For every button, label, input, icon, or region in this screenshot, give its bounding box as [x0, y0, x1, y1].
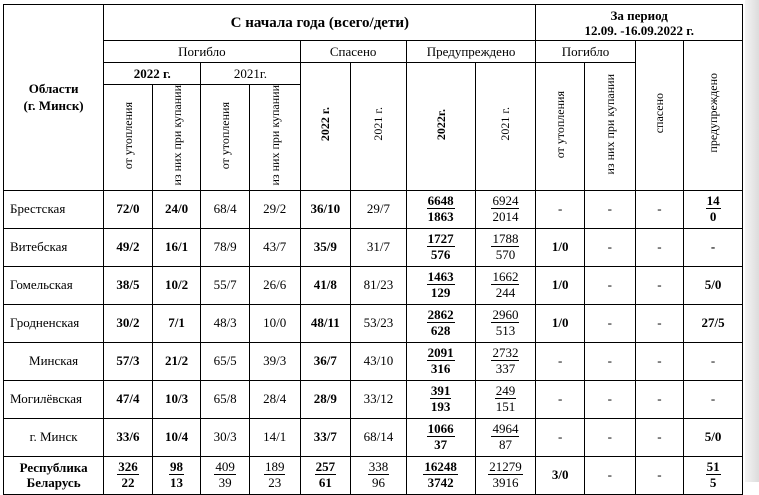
total-swim-2021-cell: [249, 456, 300, 494]
fraction-top: 2091: [427, 345, 454, 361]
total-prevented-2022-cell: [406, 456, 475, 494]
prevented-2022-cell: [406, 228, 475, 266]
fraction-bottom: 39: [218, 475, 232, 491]
fraction-top: 249: [495, 383, 516, 399]
rescued-2022-cell: 33/7: [300, 418, 351, 456]
fraction-top: 1662: [492, 269, 519, 285]
fraction-top: 14: [706, 193, 720, 209]
period-rescued-cell: -: [635, 266, 684, 304]
swim-2022-cell: 10/3: [152, 380, 201, 418]
region-name: Витебская: [4, 228, 104, 266]
table-row: [4, 342, 743, 380]
prevented-2021-label: 2021 г.: [498, 107, 513, 142]
fraction-top: 6648: [427, 193, 454, 209]
table-row: [4, 418, 743, 456]
period-rescued-cell: -: [635, 190, 684, 228]
fraction-bottom: 0: [709, 209, 717, 225]
prevented-2021-header: [475, 63, 536, 191]
died-2022-swim-label: из них при купании: [169, 85, 184, 186]
period-rescued-cell: -: [635, 380, 684, 418]
died-2021-cell: 65/8: [201, 380, 250, 418]
fraction-bottom: 3916: [492, 475, 519, 491]
fraction-bottom: 3742: [427, 475, 454, 491]
period-swim-cell: -: [584, 418, 635, 456]
rescued-2022-cell: 28/9: [300, 380, 351, 418]
rescued-2021-label: 2021 г.: [371, 107, 386, 142]
rescued-2021-cell: 29/7: [351, 190, 407, 228]
rescued-2021-cell: 81/23: [351, 266, 407, 304]
period-prevented-cell: -: [684, 342, 743, 380]
died-2021-header: 2021г.: [201, 63, 300, 85]
swim-2021-cell: 14/1: [249, 418, 300, 456]
prevented-2022-cell: [406, 190, 475, 228]
period-drown-label: от утопления: [553, 90, 568, 158]
total-rescued-2021-cell: [351, 456, 407, 494]
rescued-2022-cell: 48/11: [300, 304, 351, 342]
fraction-bottom: 87: [498, 437, 512, 453]
fraction-top: 391: [430, 383, 451, 399]
died-2022-cell: 33/6: [104, 418, 153, 456]
swim-2021-cell: 10/0: [249, 304, 300, 342]
total-name-line1: Республика: [19, 460, 88, 476]
fraction-top: 338: [368, 459, 389, 475]
rescued-2022-cell: 36/10: [300, 190, 351, 228]
period-drown-cell: -: [536, 190, 585, 228]
rescued-2021-header: [351, 63, 407, 191]
fraction-top: 1727: [427, 231, 454, 247]
died-2022-drown-header: [104, 85, 153, 191]
died-2021-drown-header: [201, 85, 250, 191]
rescued-2022-cell: 36/7: [300, 342, 351, 380]
died-2021-swim-label: из них при купании: [267, 85, 282, 186]
fraction-bottom: 2014: [492, 209, 519, 225]
fraction-top: 1463: [427, 269, 454, 285]
prevented-2022-cell: [406, 418, 475, 456]
drowning-statistics-table: [3, 4, 743, 495]
died-2021-cell: 65/5: [201, 342, 250, 380]
fraction-top: 257: [315, 459, 336, 475]
rescued-2022-cell: 41/8: [300, 266, 351, 304]
died-2022-header: 2022 г.: [104, 63, 201, 85]
fraction-bottom: 37: [434, 437, 448, 453]
period-prevented-cell: -: [684, 380, 743, 418]
period-prevented-cell: [684, 190, 743, 228]
rescued-2022-header: [300, 63, 351, 191]
regions-header: [4, 5, 104, 191]
prevented-2022-cell: [406, 304, 475, 342]
fraction-bottom: 316: [430, 361, 451, 377]
fraction-bottom: 5: [709, 475, 717, 491]
period-prevented-header: [684, 41, 743, 191]
period-drown-header: [536, 63, 585, 191]
period-drown-cell: -: [536, 342, 585, 380]
prevented-2021-cell: [475, 418, 536, 456]
fraction-top: 2862: [427, 307, 454, 323]
period-header: [536, 5, 743, 41]
fraction-top: 6924: [492, 193, 519, 209]
fraction-top: 189: [264, 459, 285, 475]
fraction-bottom: 23: [268, 475, 282, 491]
period-drown-cell: 1/0: [536, 228, 585, 266]
fraction-bottom: 151: [495, 399, 516, 415]
rescued-2021-cell: 53/23: [351, 304, 407, 342]
table-row: [4, 304, 743, 342]
prevented-2021-cell: [475, 342, 536, 380]
period-swim-cell: -: [584, 190, 635, 228]
total-period-drown-cell: 3/0: [536, 456, 585, 494]
period-swim-label: из них при купании: [602, 74, 617, 175]
fraction-top: 2732: [492, 345, 519, 361]
fraction-bottom: 61: [318, 475, 332, 491]
total-prevented-2021-cell: [475, 456, 536, 494]
rescued-header: Спасено: [300, 41, 406, 63]
fraction-bottom: 513: [495, 323, 516, 339]
period-rescued-cell: -: [635, 228, 684, 266]
period-rescued-header: [635, 41, 684, 191]
fraction-top: 326: [118, 459, 138, 475]
total-period-rescued-cell: -: [635, 456, 684, 494]
died-2022-cell: 72/0: [104, 190, 153, 228]
period-rescued-cell: -: [635, 418, 684, 456]
fraction-bottom: 570: [495, 247, 516, 263]
period-rescued-cell: -: [635, 342, 684, 380]
region-name: Брестская: [4, 190, 104, 228]
total-died-2021-cell: [201, 456, 250, 494]
fraction-top: 1066: [427, 421, 454, 437]
swim-2021-cell: 43/7: [249, 228, 300, 266]
fraction-bottom: 1863: [427, 209, 454, 225]
fraction-top: 4964: [492, 421, 519, 437]
table-row: [4, 266, 743, 304]
region-name: Гомельская: [4, 266, 104, 304]
fraction-top: 21279: [489, 459, 522, 475]
total-period-swim-cell: -: [584, 456, 635, 494]
fraction-top: 1788: [492, 231, 519, 247]
total-name: [4, 456, 104, 494]
prevented-2022-cell: [406, 266, 475, 304]
fraction-bottom: 193: [430, 399, 451, 415]
period-swim-header: [584, 63, 635, 191]
period-died-header: Погибло: [536, 41, 635, 63]
period-header-line2: 12.09. -16.09.2022 г.: [584, 22, 694, 38]
fraction-bottom: 129: [430, 285, 451, 301]
statistics-sheet: [3, 4, 743, 491]
period-prevented-label: предупреждено: [706, 73, 721, 154]
died-2022-cell: 57/3: [104, 342, 153, 380]
swim-2022-cell: 10/4: [152, 418, 201, 456]
swim-2022-cell: 21/2: [152, 342, 201, 380]
prevented-2021-cell: [475, 190, 536, 228]
swim-2021-cell: 39/3: [249, 342, 300, 380]
died-2021-cell: 78/9: [201, 228, 250, 266]
swim-2021-cell: 29/2: [249, 190, 300, 228]
prevented-2022-header: [406, 63, 475, 191]
fraction-top: 409: [215, 459, 235, 475]
rescued-2022-cell: 35/9: [300, 228, 351, 266]
fraction-top: 16248: [424, 459, 457, 475]
total-name-line2: Беларусь: [26, 475, 81, 491]
fraction-top: 51: [706, 459, 720, 475]
period-drown-cell: 1/0: [536, 266, 585, 304]
swim-2021-cell: 26/6: [249, 266, 300, 304]
rescued-2021-cell: 43/10: [351, 342, 407, 380]
prevented-2021-cell: [475, 380, 536, 418]
swim-2022-cell: 10/2: [152, 266, 201, 304]
died-2022-cell: 30/2: [104, 304, 153, 342]
regions-header-label: Области (г. Минск): [23, 81, 84, 114]
died-2022-drown-label: от утопления: [120, 101, 135, 169]
table-row: [4, 228, 743, 266]
window-edge: [745, 0, 759, 482]
died-2021-cell: 68/4: [201, 190, 250, 228]
prevented-header: Предупреждено: [406, 41, 536, 63]
died-2022-cell: 38/5: [104, 266, 153, 304]
prevented-2021-cell: [475, 266, 536, 304]
fraction-bottom: 13: [170, 475, 184, 491]
prevented-2021-cell: [475, 304, 536, 342]
fraction-bottom: 628: [430, 323, 451, 339]
died-header: Погибло: [104, 41, 300, 63]
prevented-2022-cell: [406, 380, 475, 418]
fraction-bottom: 22: [121, 475, 135, 491]
period-swim-cell: -: [584, 342, 635, 380]
rescued-2021-cell: 31/7: [351, 228, 407, 266]
total-died-2022-cell: [104, 456, 153, 494]
period-rescued-cell: -: [635, 304, 684, 342]
died-2021-swim-header: [249, 85, 300, 191]
table-row: [4, 380, 743, 418]
table-row: [4, 190, 743, 228]
period-rescued-label: спасено: [652, 93, 667, 134]
region-name: Минская: [4, 342, 104, 380]
rescued-2021-cell: 68/14: [351, 418, 407, 456]
rescued-2021-cell: 33/12: [351, 380, 407, 418]
period-drown-cell: -: [536, 418, 585, 456]
total-row: [4, 456, 743, 494]
died-2022-swim-header: [152, 85, 201, 191]
prevented-2022-label: 2022г.: [433, 108, 448, 140]
swim-2022-cell: 24/0: [152, 190, 201, 228]
swim-2022-cell: 16/1: [152, 228, 201, 266]
fraction-bottom: 337: [495, 361, 516, 377]
fraction-top: 98: [170, 459, 184, 475]
period-drown-cell: -: [536, 380, 585, 418]
total-rescued-2022-cell: [300, 456, 351, 494]
period-swim-cell: -: [584, 380, 635, 418]
period-swim-cell: -: [584, 228, 635, 266]
since-year-header: С начала года (всего/дети): [104, 5, 536, 41]
died-2022-cell: 49/2: [104, 228, 153, 266]
region-name: Могилёвская: [4, 380, 104, 418]
total-period-prevented-cell: [684, 456, 743, 494]
died-2021-cell: 55/7: [201, 266, 250, 304]
died-2021-cell: 30/3: [201, 418, 250, 456]
fraction-bottom: 576: [430, 247, 451, 263]
period-prevented-cell: -: [684, 228, 743, 266]
fraction-bottom: 244: [495, 285, 516, 301]
period-swim-cell: -: [584, 304, 635, 342]
died-2021-cell: 48/3: [201, 304, 250, 342]
period-prevented-cell: 5/0: [684, 266, 743, 304]
region-name: г. Минск: [4, 418, 104, 456]
period-prevented-cell: 5/0: [684, 418, 743, 456]
region-name: Гродненская: [4, 304, 104, 342]
died-2021-drown-label: от утопления: [218, 101, 233, 169]
fraction-top: 2960: [492, 307, 519, 323]
prevented-2022-cell: [406, 342, 475, 380]
total-swim-2022-cell: [152, 456, 201, 494]
period-swim-cell: -: [584, 266, 635, 304]
period-header-line1: За период: [610, 7, 668, 23]
prevented-2021-cell: [475, 228, 536, 266]
swim-2021-cell: 28/4: [249, 380, 300, 418]
period-drown-cell: 1/0: [536, 304, 585, 342]
fraction-bottom: 96: [371, 475, 385, 491]
rescued-2022-label: 2022 г.: [318, 107, 333, 142]
swim-2022-cell: 7/1: [152, 304, 201, 342]
period-prevented-cell: 27/5: [684, 304, 743, 342]
died-2022-cell: 47/4: [104, 380, 153, 418]
